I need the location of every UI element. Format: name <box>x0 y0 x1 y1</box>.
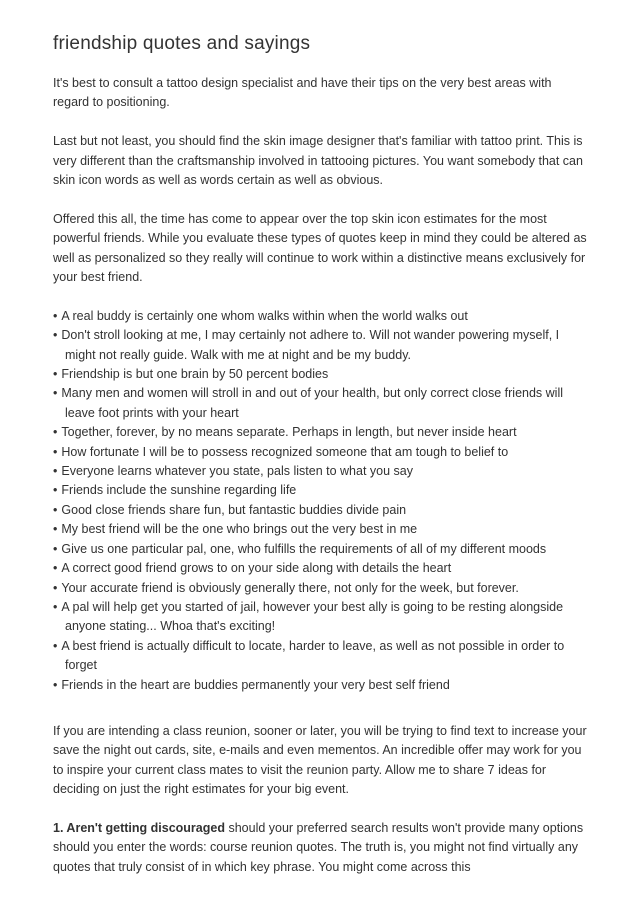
quote-item <box>53 579 587 598</box>
quote-item <box>53 676 587 695</box>
bullet-marker: • <box>53 386 58 401</box>
quote-text: Friendship is but one brain by 50 percent bodies <box>61 367 329 382</box>
bullet-marker: • <box>53 464 58 479</box>
quote-text: A correct good friend grows to on your side along with details the heart <box>61 561 452 576</box>
quote-text: Your accurate friend is obviously generally there, not only for the week, but forever. <box>61 580 519 595</box>
quote-text: Together, forever, by no means separate. Perhaps in length, but never inside heart <box>61 425 517 440</box>
quote-item <box>53 520 587 539</box>
quote-text: Everyone learns whatever you state, pals listen to what you say <box>61 464 413 479</box>
quote-text: Give us one particular pal, one, who fulfills the requirements of all of my different moods <box>61 541 547 556</box>
quote-text: Friends include the sunshine regarding life <box>61 483 297 498</box>
bullet-marker: • <box>53 677 58 692</box>
bullet-marker: • <box>53 308 58 323</box>
bullet-marker: • <box>53 444 58 459</box>
tip-1-body: should your preferred search results won't provide many options should you enter the words: course reunion quotes. The truth is, you might not find virtually any quotes that truly consist of in which key phrase. You might come across this <box>53 820 584 874</box>
quote-item <box>53 326 587 365</box>
paragraph-designer: Last but not least, you should find the skin image designer that's familiar with tattoo print. This is very different than the craftsmanship involved in tattooing pictures. You want somebody that can skin icon words as well as words certain as well as obvious. <box>53 134 583 188</box>
tip-1-bold-lead: 1. Aren't getting discouraged <box>53 820 225 835</box>
quote-item <box>53 559 587 578</box>
quote-text: Many men and women will stroll in and out of your health, but only correct close friends will leave foot prints with your heart <box>61 386 564 420</box>
bullet-marker: • <box>53 522 58 537</box>
quote-text: A pal will help get you started of jail, however your best ally is going to be resting alongside anyone stating... Whoa that's exciting! <box>61 599 564 634</box>
paragraph-class-reunion: If you are intending a class reunion, sooner or later, you will be trying to find text to increase your save the night out cards, site, e-mails and even mementos. An incredible offer may work for you to inspire your current class mates to visit the reunion party. Allow me to share 7 ideas for deciding on just the right estimates for your big event. <box>53 723 587 797</box>
bullet-marker: • <box>53 502 58 517</box>
quote-item <box>53 443 587 462</box>
quote-item <box>53 540 587 559</box>
bullet-marker: • <box>53 483 58 498</box>
quote-text: A real buddy is certainly one whom walks within when the world walks out <box>61 308 468 323</box>
bullet-marker: • <box>53 561 58 576</box>
bullet-marker: • <box>53 541 58 556</box>
bullet-marker: • <box>53 599 58 614</box>
paragraph-intro: It's best to consult a tattoo design specialist and have their tips on the very best areas with regard to positioning. <box>53 76 552 110</box>
quote-text: My best friend will be the one who brings out the very best in me <box>61 522 418 537</box>
paragraph-estimates: Offered this all, the time has come to appear over the top skin icon estimates for the most powerful friends. While you evaluate these types of quotes keep in mind they could be altered as well as personalized so they really will continue to work within a distinctive means exclusively for your best friend. <box>53 211 587 285</box>
quote-text: A best friend is actually difficult to locate, harder to leave, as well as not possible in order to forget <box>61 638 565 673</box>
page-title: friendship quotes and sayings <box>53 33 311 54</box>
bullet-marker: • <box>53 328 58 343</box>
quote-item <box>53 307 587 326</box>
quote-item <box>53 598 587 637</box>
quote-text: Good close friends share fun, but fantastic buddies divide pain <box>61 502 407 517</box>
bullet-marker: • <box>53 425 58 440</box>
quote-item <box>53 462 587 481</box>
quote-item <box>53 637 587 676</box>
quote-item <box>53 365 587 384</box>
quote-text: How fortunate I will be to possess recognized someone that am tough to belief to <box>61 444 509 459</box>
bullet-marker: • <box>53 367 58 382</box>
bullet-marker: • <box>53 580 58 595</box>
bullet-marker: • <box>53 638 58 653</box>
quote-item <box>53 423 587 442</box>
quote-item <box>53 501 587 520</box>
friendship-quotes-list <box>53 307 587 695</box>
quote-item <box>53 481 587 500</box>
quote-text: Friends in the heart are buddies permanently your very best self friend <box>61 677 450 692</box>
quote-text: Don't stroll looking at me, I may certainly not adhere to. Will not wander powering myself, I might not really guide. Walk with me at night and be my buddy. <box>61 328 560 362</box>
quote-item <box>53 384 587 423</box>
paragraph-tip-1 <box>53 819 587 877</box>
